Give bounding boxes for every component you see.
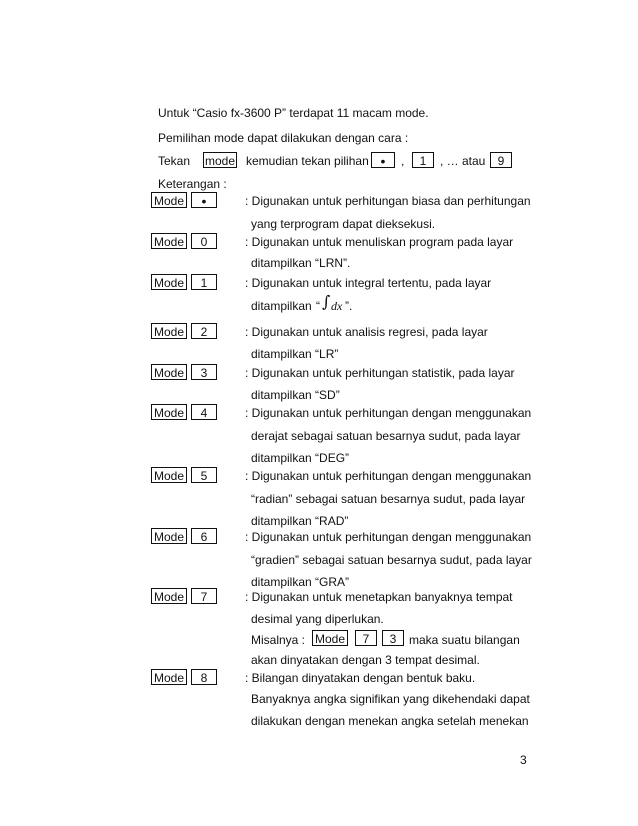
row-desc-line: ditampilkan “RAD” xyxy=(251,514,349,528)
page-number: 3 xyxy=(520,753,527,767)
one-key: 1 xyxy=(412,152,434,168)
row-desc-line: “gradien” sebagai satuan besarnya sudut, pada layar xyxy=(251,553,532,567)
mode-option-key: 1 xyxy=(191,274,217,290)
row-desc-line: ditampilkan “DEG” xyxy=(251,451,350,465)
mode-option-key: • xyxy=(191,192,217,208)
row-desc-line: desimal yang diperlukan. xyxy=(251,612,384,626)
row-desc-line: : Digunakan untuk menuliskan program pada layar xyxy=(245,235,514,249)
mode-option-key: 8 xyxy=(191,669,217,685)
mode-option-key: 5 xyxy=(191,467,217,483)
etc-text: , … atau xyxy=(440,154,486,168)
integral-dx: dx xyxy=(331,299,343,313)
mode-key: Mode xyxy=(151,528,187,544)
keterangan-label: Keterangan : xyxy=(158,177,227,191)
row-desc-line: ditampilkan xyxy=(251,299,312,313)
mode-key: Mode xyxy=(151,192,187,208)
row-desc-line: : Digunakan untuk perhitungan biasa dan perhitungan xyxy=(245,194,531,208)
row-desc-line: yang terprogram dapat dieksekusi. xyxy=(251,217,436,231)
row-desc-line: ditampilkan “LR” xyxy=(251,347,339,361)
row-desc-line: : Digunakan untuk perhitungan dengan menggunakan xyxy=(245,469,532,483)
example-prefix: Misalnya : xyxy=(251,633,306,647)
mode-key: Mode xyxy=(151,323,187,339)
mode-option-key: 4 xyxy=(191,404,217,420)
mode-option-key: 3 xyxy=(191,364,217,380)
row-desc-line: ditampilkan “LRN”. xyxy=(251,256,351,270)
mode-key: mode xyxy=(204,154,236,168)
kemudian-text: kemudian tekan pilihan xyxy=(246,154,369,168)
mode-key: Mode xyxy=(151,467,187,483)
row-desc-line: ditampilkan “GRA” xyxy=(251,575,350,589)
mode-option-key: 7 xyxy=(191,588,217,604)
row-desc-line: : Digunakan untuk integral tertentu, pada layar xyxy=(245,276,492,290)
example-mode-key: Mode xyxy=(312,630,348,646)
example-key-3: 3 xyxy=(382,630,404,646)
example-suffix: maka suatu bilangan xyxy=(409,633,520,647)
row-desc-line: : Digunakan untuk perhitungan statistik, pada layar xyxy=(245,366,515,380)
example-key-7: 7 xyxy=(355,630,377,646)
integral-symbol: ∫ xyxy=(322,292,331,311)
mode-option-key: 2 xyxy=(191,323,217,339)
mode-key: Mode xyxy=(151,669,187,685)
row-desc-line: : Bilangan dinyatakan dengan bentuk baku. xyxy=(245,671,476,685)
mode-key: Mode xyxy=(151,233,187,249)
intro-line-1: Untuk “Casio fx-3600 P” terdapat 11 macam mode. xyxy=(158,106,429,120)
row-desc-line: : Digunakan untuk analisis regresi, pada layar xyxy=(245,325,488,339)
row-desc-line: : Digunakan untuk menetapkan banyaknya tempat xyxy=(245,590,513,604)
integral-open-quote: “ xyxy=(316,299,320,313)
mode-option-key: 6 xyxy=(191,528,217,544)
row-desc-line: ditampilkan “SD” xyxy=(251,388,340,402)
row-desc-line: derajat sebagai satuan besarnya sudut, pada layar xyxy=(251,429,521,443)
intro-line-2: Pemilihan mode dapat dilakukan dengan cara : xyxy=(158,131,409,145)
mode-option-key: 0 xyxy=(191,233,217,249)
row-desc-line: : Digunakan untuk perhitungan dengan menggunakan xyxy=(245,406,532,420)
dot-key: • xyxy=(371,152,395,168)
mode-key: Mode xyxy=(151,364,187,380)
mode-key: Mode xyxy=(151,404,187,420)
integral-close-quote: ”. xyxy=(345,299,353,313)
nine-key: 9 xyxy=(490,152,512,168)
row-desc-line: “radian” sebagai satuan besarnya sudut, pada layar xyxy=(251,492,526,506)
row-desc-line: dilakukan dengan menekan angka setelah menekan xyxy=(251,714,529,728)
row-desc-line: : Digunakan untuk perhitungan dengan menggunakan xyxy=(245,530,532,544)
mode-key: Mode xyxy=(151,588,187,604)
comma-text: , xyxy=(401,154,405,168)
mode-key: Mode xyxy=(151,274,187,290)
example-after: akan dinyatakan dengan 3 tempat desimal. xyxy=(251,653,480,667)
row-desc-line: Banyaknya angka signifikan yang dikehendaki dapat xyxy=(251,692,530,706)
tekan-label: Tekan xyxy=(158,154,191,168)
